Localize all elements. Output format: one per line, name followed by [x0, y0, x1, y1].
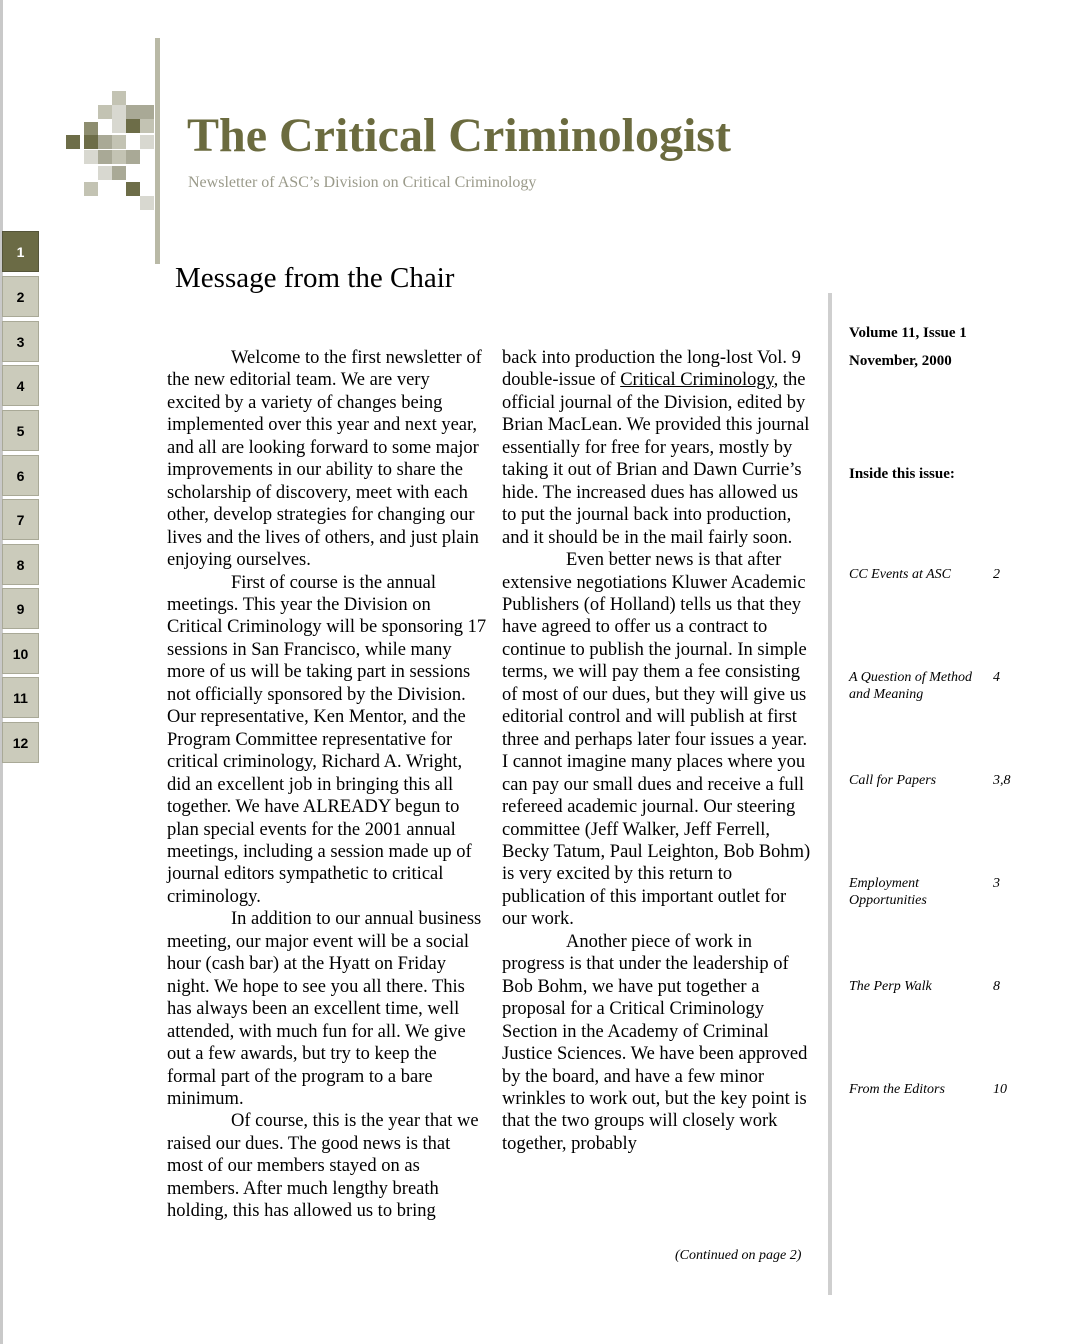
page-tab-6[interactable]: 6: [2, 455, 39, 496]
article-paragraph: [502, 347, 814, 549]
page-tab-1[interactable]: 1: [2, 231, 39, 272]
toc-item-page: 3: [993, 876, 1000, 891]
volume-issue: Volume 11, Issue 1: [849, 325, 967, 341]
page-tab-8[interactable]: 8: [2, 544, 39, 585]
logo-square: [112, 150, 126, 164]
article-paragraph: Of course, this is the year that we raised our dues. The good news is that most of our members stayed on as members. After much lengthy breath holding, this has allowed us to bring: [167, 1111, 479, 1222]
toc-item-title: Employment Opportunities: [849, 876, 927, 908]
article-paragraph: Welcome to the first newsletter of the new editorial team. We are very excited by a variety of changes being implemented over this year and next year, and all are looking forward to some major improvements in our ability to share the scholarship of discovery, meet with each other, develop strategies for changing our lives and the lives of others, and just plain enjoying ourselves.: [167, 348, 482, 571]
toc-item[interactable]: [849, 875, 1029, 909]
logo-square: [112, 135, 126, 149]
logo-square: [84, 122, 98, 136]
page-tab-11[interactable]: 11: [2, 677, 39, 718]
page-tab-4[interactable]: 4: [2, 365, 39, 406]
continued-on-link[interactable]: (Continued on page 2): [675, 1248, 802, 1263]
page-tab-2[interactable]: 2: [2, 276, 39, 317]
logo-square: [84, 135, 98, 149]
inside-issue-heading: Inside this issue:: [849, 466, 955, 482]
article-paragraph: First of course is the annual meetings. This year the Division on Critical Criminology will be sponsoring 17 sessions in San Francisco, while many more of us will be taking part in sessions not officially sponsored by the Division. Our representative, Ken Mentor, and the Program Committee representative for critical criminology, Richard A. Wright, did an excellent job in bringing this all together. We have ALREADY begun to plan special events for the 2001 annual meetings, including a session made up of journal editors sympathetic to critical criminology.: [167, 572, 487, 907]
logo-square: [126, 119, 140, 133]
logo-vertical-bar: [155, 38, 160, 264]
issue-date: November, 2000: [849, 353, 952, 369]
article-column-2: [502, 347, 814, 1155]
logo-square: [84, 150, 98, 164]
logo-square: [126, 150, 140, 164]
logo-square: [126, 182, 140, 196]
page-tab-7[interactable]: 7: [2, 499, 39, 540]
newsletter-subtitle: Newsletter of ASC’s Division on Critical Criminology: [188, 174, 537, 191]
logo-square: [98, 150, 112, 164]
logo-square: [140, 135, 154, 149]
article-column-1: [167, 347, 487, 1223]
newsletter-title: The Critical Criminologist: [187, 109, 731, 162]
toc-item[interactable]: [849, 669, 1029, 703]
logo-square: [112, 91, 126, 105]
page-tab-5[interactable]: 5: [2, 410, 39, 451]
article-paragraph: Another piece of work in progress is that under the leadership of Bob Bohm, we have put together a proposal for a Critical Criminology Section in the Academy of Criminal Justice Sciences. We have been approved by the board, and have a few minor wrinkles to work out, but the key point is that the two groups will closely work together, probably: [502, 931, 808, 1154]
logo-square: [112, 166, 126, 180]
paragraph-text: , the official journal of the Division, edited by Brian MacLean. We provided this journal essentially for free for years, mostly by taking it out of Brian and Dawn Currie’s hide. The increased dues has allowed us to put the journal back into production, and it should be in the mail fairly soon.: [502, 370, 810, 548]
page-tab-12[interactable]: 12: [2, 722, 39, 763]
logo-square: [84, 182, 98, 196]
toc-item[interactable]: [849, 1081, 1029, 1098]
toc-item-title: The Perp Walk: [849, 979, 932, 994]
paragraph-text: back into production the long-lost Vol. 9 double-issue of: [502, 348, 801, 391]
toc-item[interactable]: [849, 978, 1029, 995]
sidebar-divider: [828, 293, 832, 1295]
toc-item[interactable]: [849, 566, 1029, 583]
logo-square: [140, 105, 154, 119]
logo-square: [140, 196, 154, 210]
newsletter-logo-mosaic: [60, 38, 170, 268]
logo-square: [112, 119, 126, 133]
logo-square: [66, 135, 80, 149]
article-title: Message from the Chair: [175, 262, 455, 294]
toc-item-title: From the Editors: [849, 1082, 945, 1097]
toc-item-page: 3,8: [993, 773, 1011, 788]
toc-item-page: 2: [993, 567, 1000, 582]
logo-square: [112, 105, 126, 119]
toc-item-page: 8: [993, 979, 1000, 994]
journal-title-link[interactable]: Critical Criminology: [620, 370, 774, 391]
logo-square: [98, 135, 112, 149]
toc-item[interactable]: [849, 772, 1029, 789]
logo-square: [126, 105, 140, 119]
toc-item-page: 10: [993, 1082, 1007, 1097]
toc-item-title: CC Events at ASC: [849, 567, 952, 582]
logo-square: [98, 166, 112, 180]
page-tab-10[interactable]: 10: [2, 633, 39, 674]
toc-item-page: 4: [993, 670, 1000, 685]
article-paragraph: In addition to our annual business meeting, our major event will be a social hour (cash bar) at the Hyatt on Friday night. We hope to see you all there. This has always been an excellent time, well attended, with much fun for all. We give out a few awards, but try to keep the formal part of the program to a bare minimum.: [167, 909, 482, 1109]
logo-square: [140, 119, 154, 133]
page-tab-9[interactable]: 9: [2, 588, 39, 629]
page-tab-3[interactable]: 3: [2, 321, 39, 362]
toc-item-title: A Question of Method and Meaning: [849, 670, 973, 702]
article-paragraph: Even better news is that after extensive negotiations Kluwer Academic Publishers (of Holland) tells us that they have agreed to offer us a contract to continue to publish the journal. In simple terms, we will pay them a fee consisting of most of our dues, but they will give us editorial control and will publish at first three and perhaps later four issues a year. I cannot imagine many places where you can pay our small dues and receive a full refereed academic journal. Our steering committee (Jeff Walker, Jeff Ferrell, Becky Tatum, Paul Leighton, Bob Bohm) is very excited by this return to publication of this important outlet for our work.: [502, 550, 811, 930]
toc-item-title: Call for Papers: [849, 773, 937, 788]
logo-square: [98, 105, 112, 119]
